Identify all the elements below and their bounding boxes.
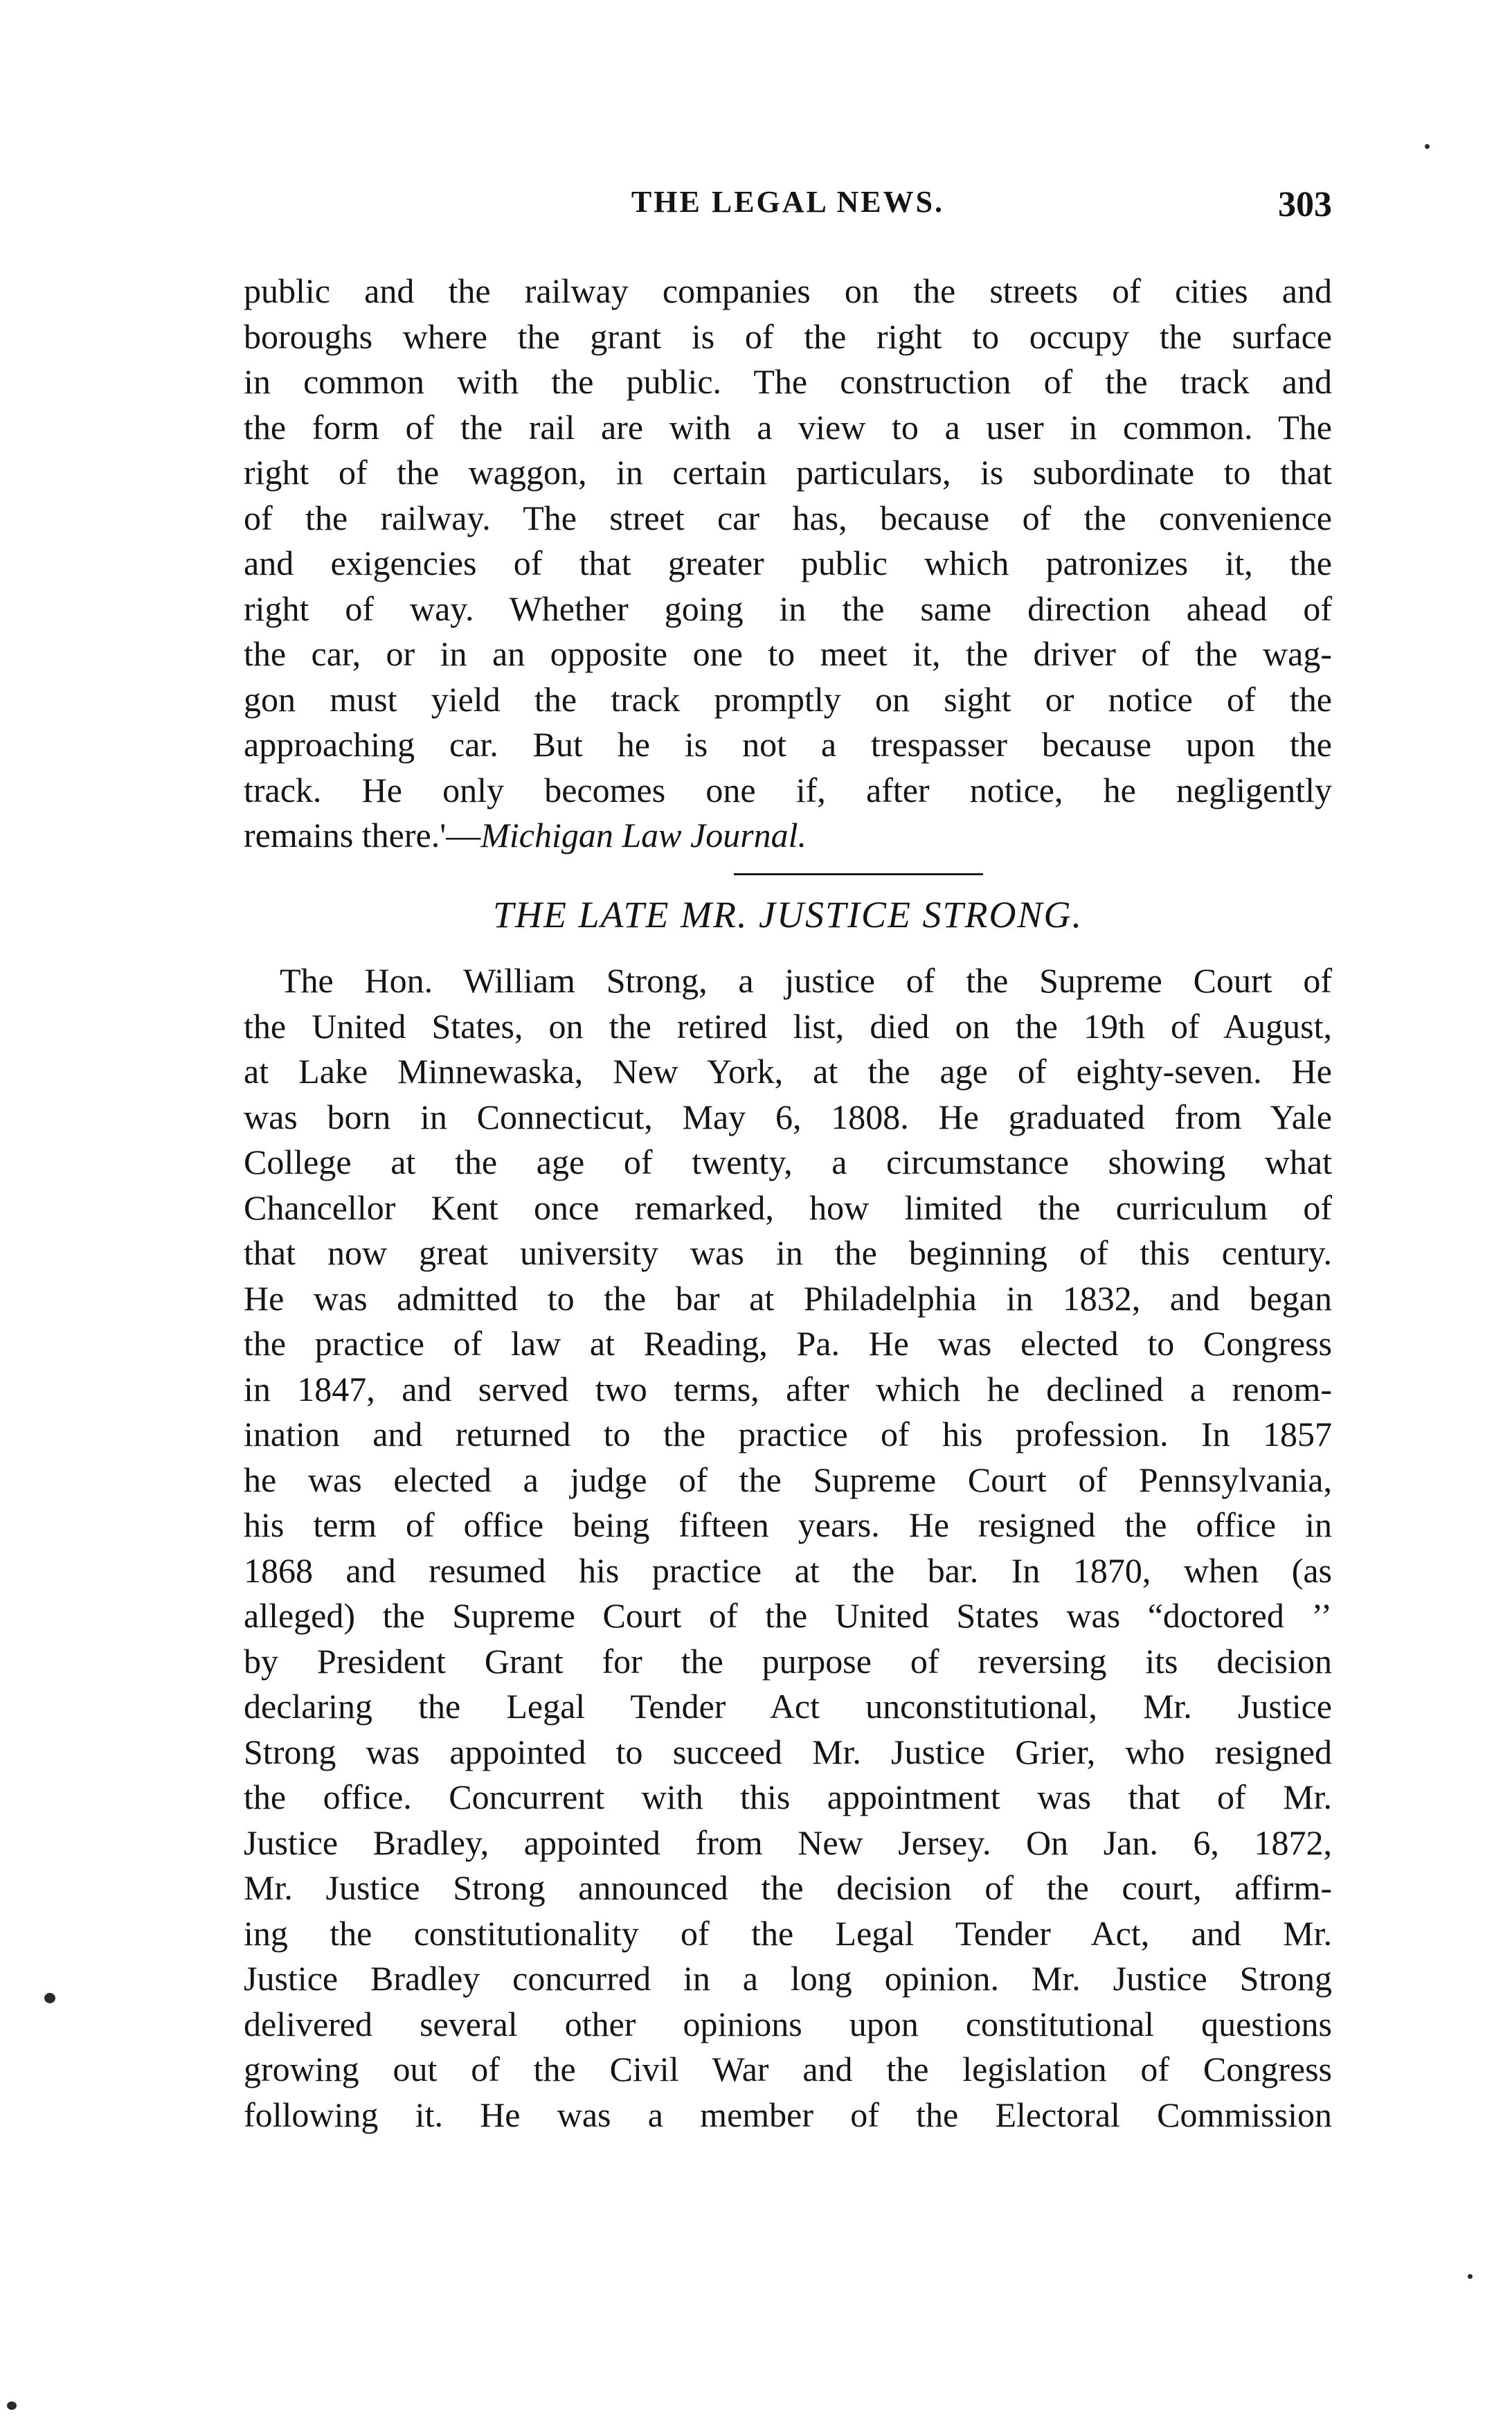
text-line: declaring the Legal Tender Act unconstitutional, Mr. Justice [244,1687,1332,1726]
text-line: of the railway. The street car has, because of the convenience [244,498,1332,537]
text-line: ination and returned to the practice of his profession. In 1857 [244,1415,1332,1453]
text-line: approaching car. But he is not a trespasser because upon the [244,725,1332,764]
text-line: in 1847, and served two terms, after which he declined a renom- [244,1369,1332,1408]
text-line: The Hon. William Strong, a justice of the Supreme Court of [280,961,1332,1000]
text-line: the United States, on the retired list, died on the 19th of August, [244,1006,1332,1046]
text-line: by President Grant for the purpose of reversing its decision [244,1641,1332,1681]
article-paragraph [244,958,1332,2138]
text-line: in common with the public. The construction of the track and [244,362,1332,401]
text-line: was born in Connecticut, May 6, 1808. He graduated from Yale [244,1097,1332,1136]
text-line: public and the railway companies on the streets of cities and [244,271,1332,310]
text-line: alleged) the Supreme Court of the United States was “doctored ’’ [244,1596,1332,1635]
section-title: THE LATE MR. JUSTICE STRONG. [492,894,1083,936]
text-line: and exigencies of that greater public which patronizes it, the [244,544,1332,582]
text-line: He was admitted to the bar at Philadelphia in 1832, and began [244,1278,1332,1318]
text-line: his term of office being fifteen years. He resigned the office in [244,1505,1332,1544]
source-citation: Michigan Law Journal. [480,816,807,854]
text-line: College at the age of twenty, a circumstance showing what [244,1143,1332,1181]
text-line: the car, or in an opposite one to meet it, the driver of the wag- [244,634,1332,673]
text-line: track. He only becomes one if, after notice, he negligently [244,770,1332,809]
running-title: THE LEGAL NEWS. [631,185,945,219]
text-line: Mr. Justice Strong announced the decision of the court, affirm- [244,1868,1332,1907]
text-line: at Lake Minnewaska, New York, at the age of eighty-seven. He [244,1052,1332,1091]
text-line: the form of the rail are with a view to a user in common. The [244,407,1332,447]
text-line: following it. He was a member of the Electoral Commission [244,2095,1332,2134]
page-number: 303 [1278,185,1332,224]
text-line: ing the constitutionality of the Legal Tender Act, and Mr. [244,1913,1332,1953]
text-line: the practice of law at Reading, Pa. He was elected to Congress [244,1324,1332,1363]
scan-speck [7,2401,17,2410]
text-line: 1868 and resumed his practice at the bar. In 1870, when (as [244,1550,1332,1590]
text-line: Justice Bradley concurred in a long opinion. Mr. Justice Strong [244,1959,1332,1998]
text-line: gon must yield the track promptly on sight or notice of the [244,679,1332,719]
text-line: growing out of the Civil War and the legislation of Congress [244,2050,1332,2088]
closing-quote-text: remains there.'— [244,816,481,854]
section-divider [734,873,983,875]
text-line: that now great university was in the beginning of this century. [244,1233,1332,1272]
text-line: Justice Bradley, appointed from New Jersey. On Jan. 6, 1872, [244,1823,1332,1862]
page-header [244,184,1332,233]
text-line: Strong was appointed to succeed Mr. Justice Grier, who resigned [244,1732,1332,1771]
scan-speck [1468,2274,1473,2279]
text-line-last [244,813,1332,859]
text-line: the office. Concurrent with this appointment was that of Mr. [244,1778,1332,1816]
text-line: right of way. Whether going in the same direction ahead of [244,589,1332,628]
text-line: right of the waggon, in certain particulars, is subordinate to that [244,453,1332,492]
scan-speck [1425,144,1430,149]
text-line: delivered several other opinions upon constitutional questions [244,2004,1332,2043]
scan-speck [44,1993,55,2003]
intro-paragraph [244,269,1332,859]
text-line: boroughs where the grant is of the right to occupy the surface [244,316,1332,356]
text-line: he was elected a judge of the Supreme Court of Pennsylvania, [244,1460,1332,1499]
text-line: Chancellor Kent once remarked, how limited the curriculum of [244,1188,1332,1227]
